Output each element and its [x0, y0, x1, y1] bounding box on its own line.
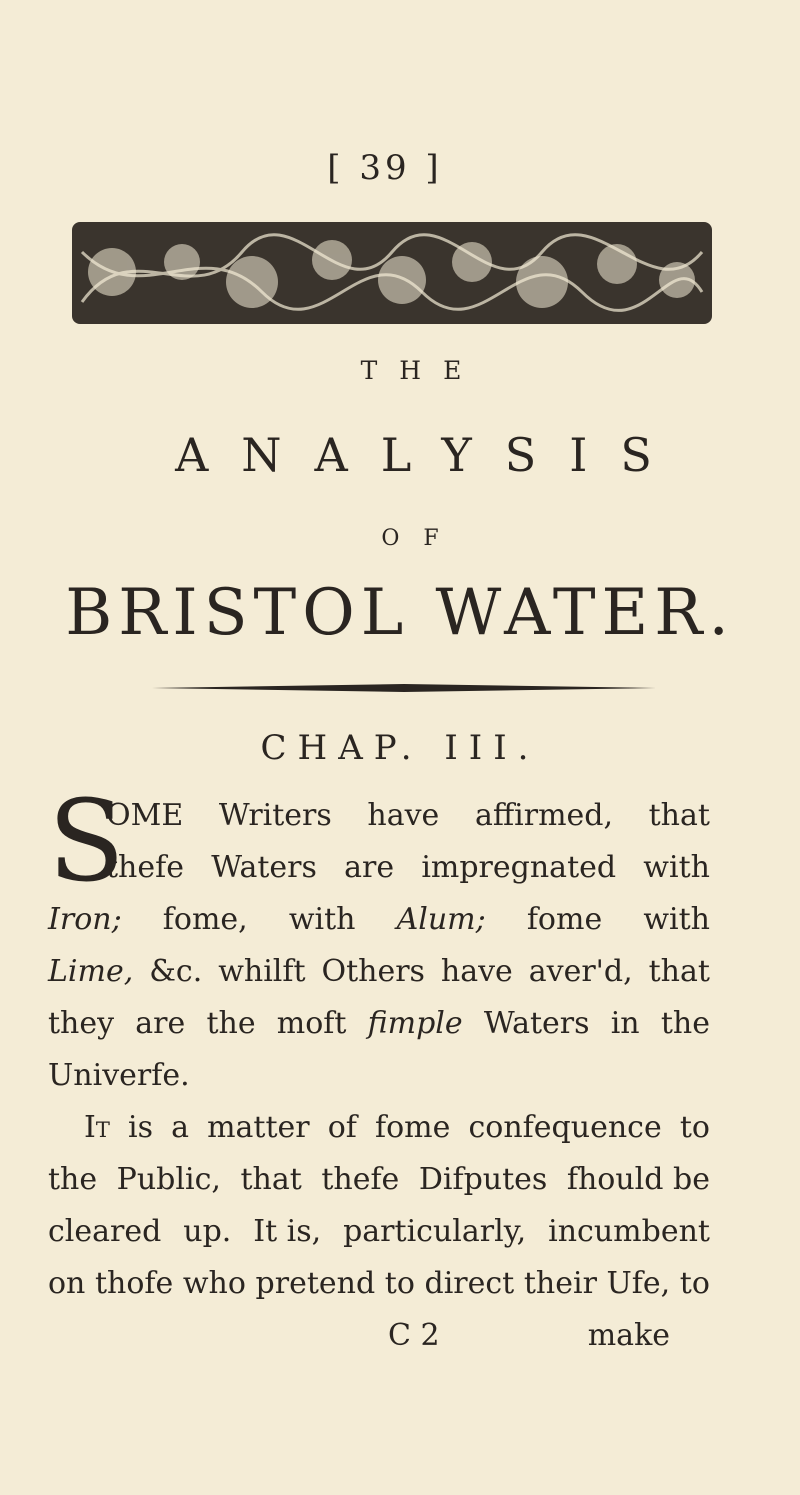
word: fimple [367, 1006, 463, 1041]
word: Difputes [418, 1162, 548, 1197]
paragraph-2-line [48, 1206, 710, 1258]
page-number: [ 39 ] [327, 148, 443, 188]
word: Lime, [48, 954, 134, 989]
paragraph-2-line [48, 1258, 710, 1310]
catchword: make [587, 1318, 670, 1353]
word: aver'd, [528, 954, 633, 989]
word: fome, [162, 902, 248, 937]
word: confequence [468, 1110, 662, 1145]
word: fome [526, 902, 603, 937]
word: with [643, 902, 710, 937]
word: matter [207, 1110, 310, 1145]
word: Writers [218, 798, 332, 833]
paragraph-2-line [48, 1102, 710, 1154]
word: thefe [321, 1162, 400, 1197]
title-bristol-water: BRISTOL WATER. [65, 576, 735, 650]
word: It is, [253, 1214, 322, 1249]
title-the: THE [360, 356, 484, 385]
word: cleared [48, 1214, 162, 1249]
title-of: OF [381, 526, 463, 551]
chapter-heading: CHAP. III. [260, 728, 540, 768]
word: to [384, 1266, 415, 1301]
word: Univerfe. [48, 1058, 190, 1093]
word: the [660, 1006, 710, 1041]
word: direct [424, 1266, 515, 1301]
word: thofe [94, 1266, 174, 1301]
word: fhould be [566, 1162, 710, 1197]
word: pretend [255, 1266, 376, 1301]
word: with [288, 902, 356, 937]
word: fome [375, 1110, 451, 1145]
drop-cap: S [48, 777, 125, 907]
body-text [48, 777, 710, 1362]
word: impregnated [421, 850, 617, 885]
word: are [135, 1006, 186, 1041]
word: to [679, 1266, 710, 1301]
paragraph-1-line [48, 946, 710, 998]
word: they [48, 1006, 115, 1041]
word: Iron; [48, 902, 122, 937]
word: thefe [106, 850, 184, 885]
paragraph-2-line [48, 1154, 710, 1206]
word: that [648, 954, 710, 989]
word: is [127, 1110, 153, 1145]
word: are [344, 850, 395, 885]
title-analysis: ANALYSIS [175, 428, 685, 482]
word: that [240, 1162, 302, 1197]
word: a [171, 1110, 189, 1145]
signature-mark: C 2 [388, 1318, 440, 1353]
word: have [367, 798, 440, 833]
paragraph-1-line [48, 1050, 710, 1102]
word: incumbent [548, 1214, 710, 1249]
word: moft [276, 1006, 347, 1041]
word: Alum; [396, 902, 486, 937]
word: affirmed, [474, 798, 614, 833]
word: &c. [149, 954, 203, 989]
word: Waters [483, 1006, 590, 1041]
headpiece-ornament [72, 222, 712, 324]
decorative-rule [152, 684, 656, 692]
word: Public, [116, 1162, 221, 1197]
word: up. [183, 1214, 232, 1249]
paragraph-1-line [48, 842, 710, 894]
word: It [84, 1110, 110, 1145]
word: on [48, 1266, 86, 1301]
word: Others [321, 954, 425, 989]
paragraph-1-line [48, 894, 710, 946]
word: that [648, 798, 710, 833]
word: whilft [218, 954, 306, 989]
word: in [610, 1006, 640, 1041]
word: the [206, 1006, 256, 1041]
word: Waters [211, 850, 317, 885]
word: OME [106, 798, 184, 833]
page-footer [48, 1310, 710, 1362]
word: who [182, 1266, 246, 1301]
word: their [523, 1266, 597, 1301]
word: with [643, 850, 710, 885]
word: to [679, 1110, 710, 1145]
word: of [327, 1110, 357, 1145]
paragraph-1-line [48, 998, 710, 1050]
word: particularly, [343, 1214, 527, 1249]
word: Ufe, [606, 1266, 671, 1301]
word: the [48, 1162, 98, 1197]
word: have [440, 954, 513, 989]
